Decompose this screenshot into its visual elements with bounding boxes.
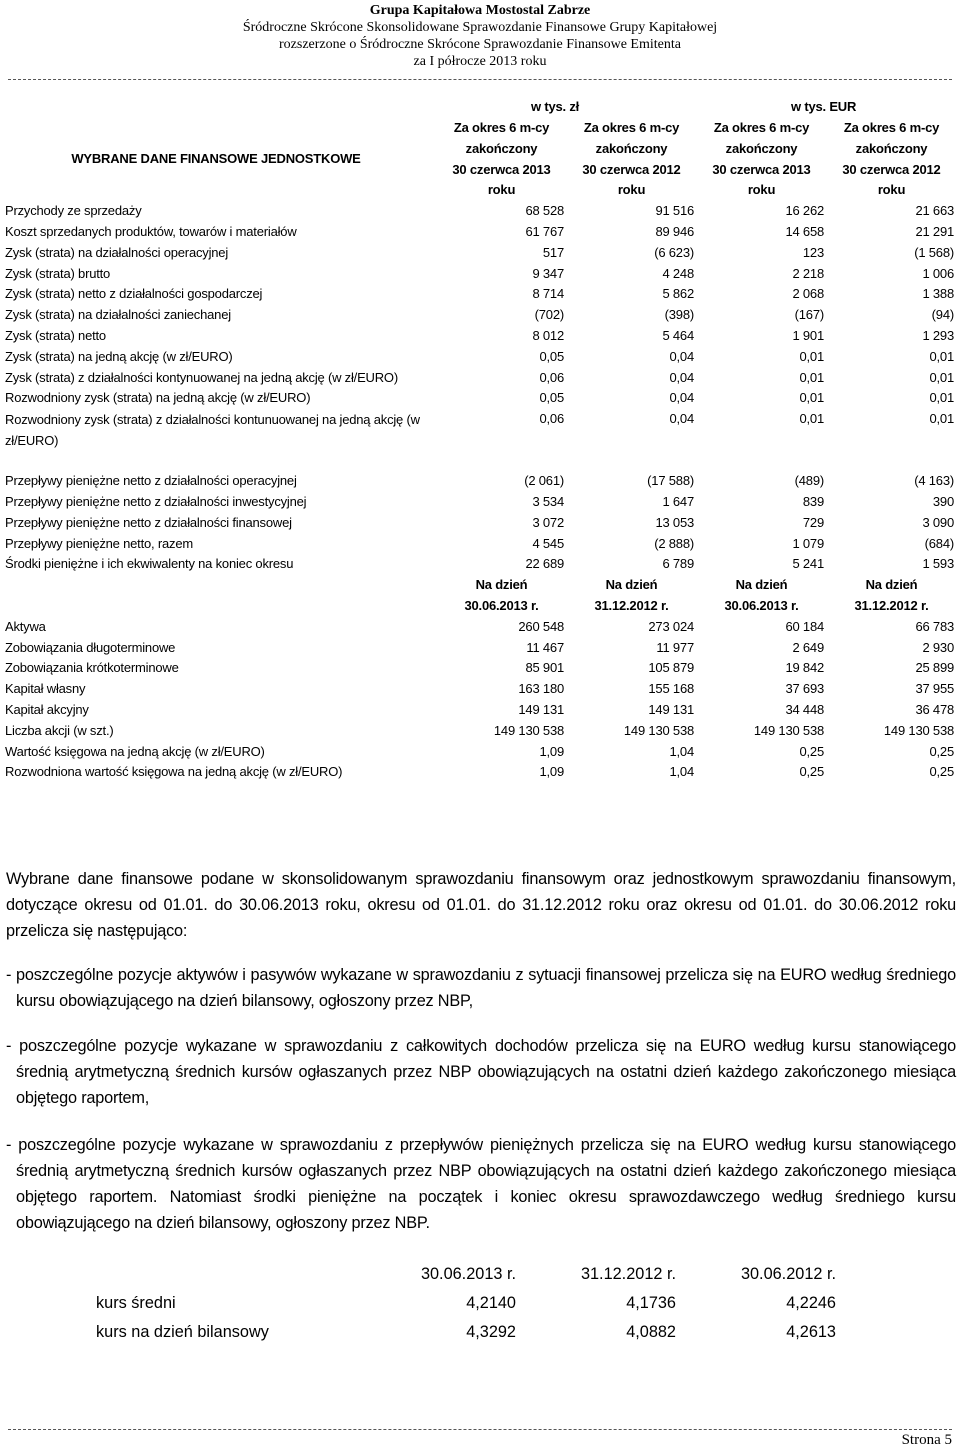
row-value: 2 218 xyxy=(792,265,824,281)
row-value: 1,04 xyxy=(669,764,694,780)
document-header xyxy=(0,2,960,70)
row-value: 149 130 538 xyxy=(883,722,954,738)
row-value: 0,25 xyxy=(799,764,824,780)
row-value: 163 180 xyxy=(518,681,564,697)
row-value: 60 184 xyxy=(785,618,824,634)
row-label: Kapitał własny xyxy=(5,681,86,697)
row-value: (94) xyxy=(931,307,954,323)
row-label: Aktywa xyxy=(5,618,46,634)
row-value: 1 593 xyxy=(922,556,954,572)
row-value: (6 623) xyxy=(654,244,694,260)
row-value: 1 388 xyxy=(922,286,954,302)
row-value: (167) xyxy=(794,307,824,323)
row-value: 0,01 xyxy=(799,369,824,385)
table-row xyxy=(0,243,956,264)
row-label: Zysk (strata) na działalności operacyjnej xyxy=(5,244,229,260)
row-value: 61 767 xyxy=(525,223,564,239)
row-value: 0,01 xyxy=(929,390,954,406)
unit-eur: w tys. EUR xyxy=(791,99,857,114)
row-value: 0,04 xyxy=(669,411,694,427)
cashflow-rows xyxy=(0,471,956,575)
row-value: 1,09 xyxy=(539,743,564,759)
table-row xyxy=(0,554,956,575)
row-label: Rozwodniony zysk (strata) z działalności kontunuowanej na jedną akcję (w zł/EURO) xyxy=(5,412,420,448)
report-subtitle: rozszerzone o Śródroczne Skrócone Sprawozdanie Finansowe Emitenta xyxy=(279,37,681,52)
table-row xyxy=(0,222,956,243)
row-value: 37 693 xyxy=(785,681,824,697)
row-value: 0,04 xyxy=(669,348,694,364)
rate-header-1: 30.06.2013 r. xyxy=(420,1265,516,1283)
row-label: Zysk (strata) z działalności kontynuowanej na jedną akcję (w zł/EURO) xyxy=(5,369,398,385)
table-row xyxy=(0,658,956,679)
row-value: 149 131 xyxy=(648,701,694,717)
table-row xyxy=(0,326,956,347)
table-row xyxy=(0,284,956,305)
row-label: Zysk (strata) netto z działalności gospodarczej xyxy=(5,286,263,302)
rate-row: kurs średni 4,2140 4,1736 4,2246 xyxy=(96,1294,836,1312)
row-value: 0,25 xyxy=(929,764,954,780)
row-value: 0,05 xyxy=(539,348,564,364)
row-value: 149 130 538 xyxy=(623,722,694,738)
row-label: Rozwodniony zysk (strata) na jedną akcję (w zł/EURO) xyxy=(5,390,311,406)
row-value: (4 163) xyxy=(914,473,954,489)
row-value: 68 528 xyxy=(525,203,564,219)
row-value: 149 130 538 xyxy=(493,722,564,738)
row-value: (2 888) xyxy=(654,535,694,551)
row-value: 11 977 xyxy=(656,639,694,655)
row-value: 1 901 xyxy=(792,327,824,343)
row-label: Koszt sprzedanych produktów, towarów i materiałów xyxy=(5,223,297,239)
table-row xyxy=(0,700,956,721)
row-value: 260 548 xyxy=(518,618,564,634)
col-header-4: Za okres 6 m-cy zakończony 30 czerwca 2012 roku xyxy=(842,120,941,198)
row-value: 273 024 xyxy=(648,618,694,634)
row-label: Zobowiązania krótkoterminowe xyxy=(5,660,179,676)
table-title: WYBRANE DANE FINANSOWE JEDNOSTKOWE xyxy=(71,151,361,167)
row-value: 25 899 xyxy=(915,660,954,676)
row-value: 729 xyxy=(802,514,824,530)
table-row xyxy=(0,368,956,389)
row-value: 91 516 xyxy=(655,203,694,219)
row-value: 22 689 xyxy=(525,556,564,572)
bullet-income: - poszczególne pozycje wykazane w sprawozdaniu z całkowitych dochodów przelicza się na EURO według kursu stanowiącego średnią arytmetyczną średnich kursów ogłaszanych przez NBP obowiązujących na ostatni dzień każdego zakończonego miesiąca objętego raportem, xyxy=(6,1037,956,1107)
col-header-3: Za okres 6 m-cy zakończony 30 czerwca 2013 roku xyxy=(712,120,811,198)
row-label: Przepływy pieniężne netto, razem xyxy=(5,535,193,551)
row-value: 1 647 xyxy=(662,493,694,509)
row-label: Rozwodniona wartość księgowa na jedną akcję (w zł/EURO) xyxy=(5,764,343,780)
row-value: (17 588) xyxy=(647,473,694,489)
row-value: 0,25 xyxy=(929,743,954,759)
unit-pln: w tys. zł xyxy=(531,99,580,114)
row-value: 6 789 xyxy=(662,556,694,572)
row-value: 16 262 xyxy=(785,203,824,219)
row-value: 149 131 xyxy=(518,701,564,717)
row-label: Przepływy pieniężne netto z działalności finansowej xyxy=(5,514,292,530)
row-value: 89 946 xyxy=(655,223,694,239)
table-row xyxy=(0,409,956,451)
intro-paragraph: Wybrane dane finansowe podane w skonsolidowanym sprawozdaniu finansowym oraz jednostkowym sprawozdaniu finansowym, dotyczące okresu od 01.01. do 30.06.2013 roku, okresu od 01.01. do 31.12.2012 roku oraz okresu od 01.01. do 30.06.2012 roku przelicza się następująco: xyxy=(6,870,956,940)
row-value: 0,06 xyxy=(539,369,564,385)
row-value: 4 545 xyxy=(532,535,564,551)
row-value: 149 130 538 xyxy=(753,722,824,738)
row-value: 8 714 xyxy=(532,286,564,302)
row-value: 1 079 xyxy=(792,535,824,551)
row-value: 2 649 xyxy=(792,639,824,655)
row-label: Zysk (strata) na działalności zaniechanej xyxy=(5,307,231,323)
row-value: 105 879 xyxy=(648,660,694,676)
row-value: 85 901 xyxy=(525,660,564,676)
row-value: 0,04 xyxy=(669,390,694,406)
table-row xyxy=(0,305,956,326)
row-value: 3 534 xyxy=(532,493,564,509)
row-value: 0,01 xyxy=(799,348,824,364)
exchange-rate-table xyxy=(96,1260,836,1347)
balance-rows xyxy=(0,617,956,783)
row-value: 0,01 xyxy=(799,411,824,427)
date-header-2: Na dzień 31.12.2012 r. xyxy=(594,577,669,613)
row-value: 3 072 xyxy=(532,514,564,530)
table-row xyxy=(0,513,956,534)
table-row xyxy=(0,721,956,742)
row-value: 5 862 xyxy=(662,286,694,302)
table-row xyxy=(0,471,956,492)
row-value: (2 061) xyxy=(524,473,564,489)
date-header-row xyxy=(0,575,956,617)
row-label: Wartość księgowa na jedną akcję (w zł/EURO) xyxy=(5,743,265,759)
row-value: 36 478 xyxy=(915,701,954,717)
income-rows xyxy=(0,201,956,451)
row-value: 0,01 xyxy=(929,411,954,427)
row-label: Zobowiązania długoterminowe xyxy=(5,639,176,655)
bullet-assets: - poszczególne pozycje aktywów i pasywów wykazane w sprawozdaniu z sytuacji finansowej przelicza się na EURO według średniego kursu obowiązującego na dzień bilansowy, ogłoszony przez NBP, xyxy=(6,966,956,1010)
row-value: 13 053 xyxy=(655,514,694,530)
row-value: (489) xyxy=(794,473,824,489)
row-value: 1,04 xyxy=(669,743,694,759)
row-value: 37 955 xyxy=(915,681,954,697)
row-label: Przepływy pieniężne netto z działalności inwestycyjnej xyxy=(5,493,307,509)
row-label: Liczba akcji (w szt.) xyxy=(5,722,114,738)
col-header-1: Za okres 6 m-cy zakończony 30 czerwca 2013 roku xyxy=(452,120,551,198)
row-value: (684) xyxy=(924,535,954,551)
row-label: Zysk (strata) brutto xyxy=(5,265,111,281)
date-header-1: Na dzień 30.06.2013 r. xyxy=(464,577,539,613)
row-label: Zysk (strata) na jedną akcję (w zł/EURO) xyxy=(5,348,233,364)
rate-row: kurs na dzień bilansowy 4,3292 4,0882 4,2613 xyxy=(96,1323,836,1341)
row-value: 390 xyxy=(932,493,954,509)
table-row xyxy=(0,388,956,409)
row-value: 1 006 xyxy=(922,265,954,281)
table-row xyxy=(0,264,956,285)
row-label: Zysk (strata) netto xyxy=(5,327,106,343)
row-value: 2 930 xyxy=(922,639,954,655)
row-value: 1 293 xyxy=(922,327,954,343)
table-row xyxy=(0,762,956,783)
date-header-4: Na dzień 31.12.2012 r. xyxy=(854,577,929,613)
footer-rule xyxy=(8,1429,952,1430)
row-value: 1,09 xyxy=(539,764,564,780)
row-value: 14 658 xyxy=(785,223,824,239)
financial-table xyxy=(0,96,956,783)
row-value: 0,04 xyxy=(669,369,694,385)
row-value: 0,01 xyxy=(799,390,824,406)
row-value: (398) xyxy=(664,307,694,323)
row-value: 4 248 xyxy=(662,265,694,281)
table-row xyxy=(0,638,956,659)
table-row xyxy=(0,492,956,513)
table-row xyxy=(0,679,956,700)
row-value: (702) xyxy=(534,307,564,323)
row-value: 21 663 xyxy=(915,203,954,219)
row-value: 839 xyxy=(802,493,824,509)
table-row xyxy=(0,742,956,763)
row-value: 8 012 xyxy=(532,327,564,343)
row-value: 19 842 xyxy=(785,660,824,676)
row-value: (1 568) xyxy=(914,244,954,260)
row-value: 11 467 xyxy=(526,639,564,655)
row-value: 5 464 xyxy=(662,327,694,343)
col-header-2: Za okres 6 m-cy zakończony 30 czerwca 2012 roku xyxy=(582,120,681,198)
row-value: 0,06 xyxy=(539,411,564,427)
financial-table-section xyxy=(0,96,960,783)
row-value: 9 347 xyxy=(532,265,564,281)
row-value: 21 291 xyxy=(915,223,954,239)
row-label: Przychody ze sprzedaży xyxy=(5,203,142,219)
column-header-row xyxy=(0,118,956,201)
report-period: za I półrocze 2013 roku xyxy=(413,54,547,69)
report-title: Śródroczne Skrócone Skonsolidowane Sprawozdanie Finansowe Grupy Kapitałowej xyxy=(242,20,718,35)
page-number: Strona 5 xyxy=(901,1432,952,1448)
row-value: 0,01 xyxy=(929,369,954,385)
row-value: 0,25 xyxy=(799,743,824,759)
bullet-cashflow: - poszczególne pozycje wykazane w sprawozdaniu z przepływów pieniężnych przelicza się na EURO według kursu stanowiącego średnią arytmetyczną średnich kursów ogłaszanych przez NBP obowiązujących na ostatni dzień każdego zakończonego miesiąca objętego raportem. Natomiast środki pieniężne na początek i koniec okresu sprawozdawczego według średniego kursu obowiązującego na dzień bilansowy, ogłoszony przez NBP. xyxy=(6,1136,956,1232)
row-value: 5 241 xyxy=(792,556,824,572)
row-value: 34 448 xyxy=(785,701,824,717)
table-row xyxy=(0,617,956,638)
row-value: 0,01 xyxy=(929,348,954,364)
table-row xyxy=(0,347,956,368)
row-value: 155 168 xyxy=(648,681,694,697)
rate-header-2: 31.12.2012 r. xyxy=(580,1265,676,1283)
row-label: Przepływy pieniężne netto z działalności operacyjnej xyxy=(5,473,297,489)
row-value: 123 xyxy=(802,244,824,260)
table-row xyxy=(0,534,956,555)
row-value: 2 068 xyxy=(792,286,824,302)
row-value: 66 783 xyxy=(915,618,954,634)
rate-header-row xyxy=(96,1260,836,1289)
rate-header-3: 30.06.2012 r. xyxy=(740,1265,836,1283)
row-value: 517 xyxy=(542,244,564,260)
row-label: Środki pieniężne i ich ekwiwalenty na koniec okresu xyxy=(5,556,294,572)
row-value: 3 090 xyxy=(922,514,954,530)
row-label: Kapitał akcyjny xyxy=(5,701,89,717)
table-row xyxy=(0,201,956,222)
header-rule xyxy=(8,79,952,80)
company-name: Grupa Kapitałowa Mostostal Zabrze xyxy=(369,3,591,18)
row-value: 0,05 xyxy=(539,390,564,406)
date-header-3: Na dzień 30.06.2013 r. xyxy=(724,577,799,613)
